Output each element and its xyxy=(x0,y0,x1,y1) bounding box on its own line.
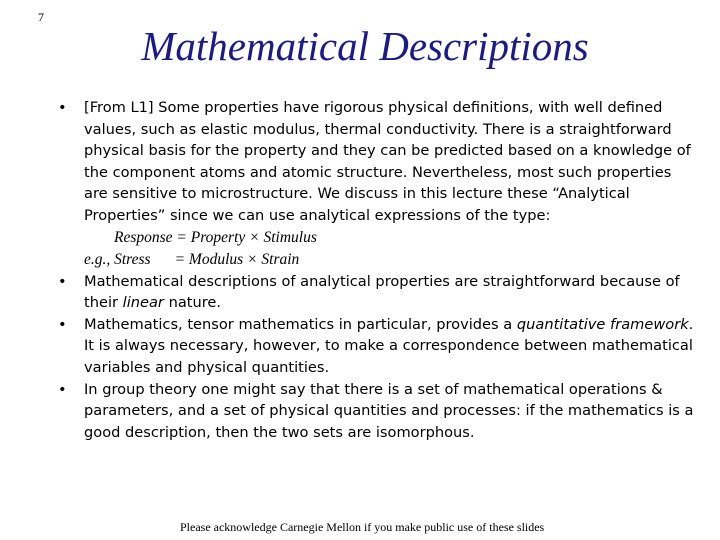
slide-title: Mathematical Descriptions xyxy=(141,23,589,69)
equation-general: Response = Property × Stimulus xyxy=(114,228,317,246)
bullet-item xyxy=(58,314,698,379)
slide-body xyxy=(58,97,698,443)
bullet-text: Mathematics, tensor mathematics in particular, provides a xyxy=(84,315,517,333)
slide-footer: Please acknowledge Carnegie Mellon if you make public use of these slides xyxy=(180,520,545,534)
bullet-text: [From L1] Some properties have rigorous physical definitions, with well defined values, such as elastic modulus, thermal conductivity. There is a straightforward physical basis for the property and they can be predicted based on a knowledge of the component atoms and atomic structure. Nevertheless, most such properties are sensitive to microstructure. We discuss in this lecture these “Analytical Properties” since we can use analytical expressions of the type: xyxy=(84,99,691,224)
equation-example xyxy=(84,249,698,271)
equation-example-prefix: e.g., Stress xyxy=(84,250,151,268)
bullet-item xyxy=(58,97,698,271)
bullet-item xyxy=(58,271,698,314)
bullet-item xyxy=(58,379,698,444)
slide-number: 7 xyxy=(38,10,44,24)
bullet-text: Mathematical descriptions of analytical properties are straightforward because of their xyxy=(84,272,680,312)
bullet-emphasis: quantitative framework xyxy=(516,315,689,333)
bullet-emphasis: linear xyxy=(122,294,164,312)
equation-example-rhs: = Modulus × Strain xyxy=(174,250,300,268)
bullet-text: In group theory one might say that there is a set of mathematical operations & parameters, and a set of physical quantities and processes: if the mathematics is a good description, then the two sets are isomorphous. xyxy=(84,380,694,441)
bullet-text: nature. xyxy=(163,294,222,312)
bullet-text: . It is always necessary, however, to make a correspondence between mathematical variables and physical quantities. xyxy=(84,315,694,376)
